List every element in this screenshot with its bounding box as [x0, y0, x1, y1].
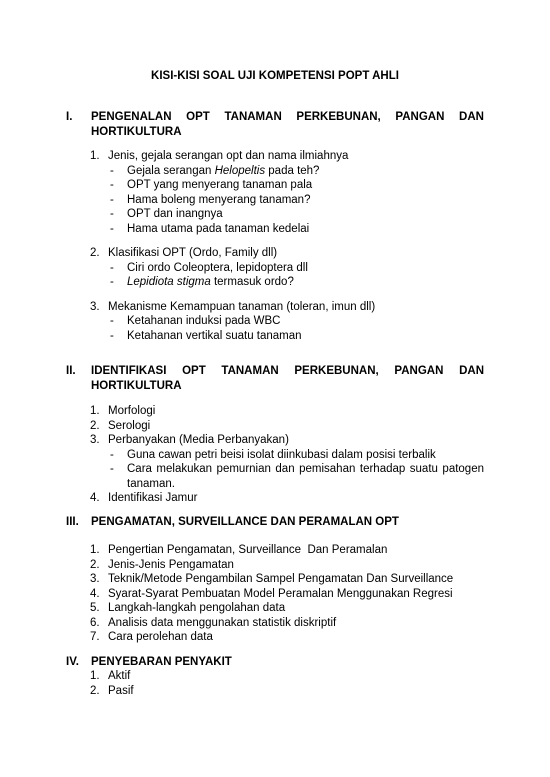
item-number: 3.	[90, 300, 100, 313]
section-title	[91, 110, 484, 139]
sub-item	[108, 275, 484, 290]
list-item	[90, 419, 484, 434]
sub-italic: Lepidiota stigma	[127, 276, 211, 288]
sub-item	[108, 314, 484, 329]
item-number: 1.	[90, 405, 100, 417]
dash: -	[110, 329, 114, 342]
item-text: Syarat-Syarat Pembuatan Model Peramalan Menggunakan Regresi	[108, 587, 453, 600]
sub-list	[108, 164, 484, 237]
list-item	[90, 246, 484, 290]
sub-text: Guna cawan petri beisi isolat diinkubasi dalam posisi terbalik	[127, 448, 436, 461]
section-title: PENGAMATAN, SURVEILLANCE DAN PERAMALAN OPT	[91, 516, 399, 528]
dash: -	[110, 315, 114, 327]
list-item	[90, 616, 484, 631]
section-number: IV.	[66, 656, 80, 668]
sub-text: Gejala serangan	[127, 164, 215, 177]
sub-item	[108, 193, 484, 208]
item-number: 2.	[90, 419, 100, 432]
dash: -	[110, 463, 114, 475]
item-number: 2.	[90, 684, 100, 697]
sub-item	[108, 462, 484, 491]
title-word: OPT	[186, 111, 210, 123]
list-item	[90, 558, 484, 573]
list-item	[90, 587, 484, 602]
section-number: III.	[66, 516, 79, 528]
dash: -	[110, 179, 114, 191]
sub-item	[108, 178, 484, 193]
dash: -	[110, 276, 114, 288]
dash: -	[110, 193, 114, 206]
section-1-list	[90, 149, 484, 343]
sub-text: Ketahanan induksi pada WBC	[127, 315, 281, 327]
section-title	[91, 364, 484, 393]
list-item	[90, 543, 484, 558]
sub-text: Hama utama pada tanaman kedelai	[127, 222, 310, 235]
sub-item	[108, 261, 484, 276]
item-text: Mekanisme Kemampuan tanaman (toleran, imun dll)	[108, 300, 376, 313]
item-text: Pengertian Pengamatan, Surveillance Dan Peramalan	[108, 544, 388, 556]
title-word: PENGENALAN	[91, 111, 172, 123]
list-item	[90, 433, 484, 491]
section-1-heading	[66, 110, 484, 139]
title-word: PERKEBUNAN,	[296, 111, 381, 123]
title-word: DAN	[459, 111, 484, 123]
item-text: Cara perolehan data	[108, 631, 213, 643]
title-word: TANAMAN	[224, 111, 282, 123]
sub-item	[108, 164, 484, 179]
list-item	[90, 684, 484, 699]
sub-text: Ketahanan vertikal suatu tanaman	[127, 329, 302, 342]
sub-text: OPT yang menyerang tanaman pala	[127, 179, 313, 191]
item-number: 7.	[90, 631, 100, 643]
item-text: Analisis data menggunakan statistik diskriptif	[108, 616, 337, 629]
section-4-list	[90, 669, 484, 698]
list-item	[90, 572, 484, 587]
item-number: 6.	[90, 616, 100, 629]
sub-item	[108, 329, 484, 344]
item-text: Klasifikasi OPT (Ordo, Family dll)	[108, 247, 278, 259]
item-text: Morfologi	[108, 405, 156, 417]
item-number: 1.	[90, 544, 100, 556]
item-number: 2.	[90, 247, 100, 259]
sub-text: Cara melakukan pemurnian dan pemisahan terhadap suatu patogen tanaman.	[127, 463, 484, 490]
sub-text: termasuk ordo?	[210, 276, 294, 288]
item-text: Jenis-Jenis Pengamatan	[108, 558, 234, 571]
section-3-heading	[66, 515, 484, 530]
list-item	[90, 669, 484, 684]
item-number: 3.	[90, 573, 100, 585]
list-item	[90, 404, 484, 419]
item-text: Pasif	[108, 684, 134, 697]
dash: -	[110, 222, 114, 235]
section-3-list	[90, 543, 484, 645]
item-number: 4.	[90, 587, 100, 600]
dash: -	[110, 261, 114, 274]
section-number: II.	[66, 365, 76, 377]
list-item	[90, 149, 484, 236]
section-title: PENYEBARAN PENYAKIT	[91, 656, 232, 668]
sub-italic: Helopeltis	[214, 164, 266, 177]
dash: -	[110, 164, 114, 177]
title-word: DAN	[459, 365, 484, 377]
list-item	[90, 601, 484, 616]
sub-item	[108, 207, 484, 222]
item-text: Identifikasi Jamur	[108, 492, 198, 504]
item-number: 1.	[90, 150, 100, 162]
sub-text: pada teh?	[265, 164, 320, 177]
page-title: KISI-KISI SOAL UJI KOMPETENSI POPT AHLI	[151, 70, 399, 82]
dash: -	[110, 448, 114, 461]
title-line-2: HORTIKULTURA	[91, 379, 182, 392]
item-text: Aktif	[108, 670, 131, 682]
list-item	[90, 300, 484, 344]
title-line-2: HORTIKULTURA	[91, 125, 182, 138]
dash: -	[110, 208, 114, 220]
item-number: 1.	[90, 670, 100, 682]
item-number: 3.	[90, 434, 100, 446]
sub-item	[108, 448, 484, 463]
list-item	[90, 630, 484, 645]
section-2-heading	[66, 364, 484, 393]
title-word: IDENTIFIKASI	[91, 365, 167, 377]
item-text: Perbanyakan (Media Perbanyakan)	[108, 434, 289, 446]
section-2-list	[90, 404, 484, 506]
title-word: OPT	[182, 365, 206, 377]
sub-item	[108, 222, 484, 237]
item-text: Teknik/Metode Pengambilan Sampel Pengamatan Dan Surveillance	[108, 573, 454, 585]
title-word: PANGAN	[395, 111, 445, 123]
section-number: I.	[66, 111, 73, 123]
item-text: Langkah-langkah pengolahan data	[108, 602, 286, 614]
title-word: PANGAN	[394, 365, 444, 377]
item-text: Jenis, gejala serangan opt dan nama ilmiahnya	[108, 150, 349, 162]
item-number: 2.	[90, 558, 100, 571]
sub-text: Hama boleng menyerang tanaman?	[127, 193, 311, 206]
sub-list	[108, 261, 484, 290]
title-word: TANAMAN	[221, 365, 279, 377]
item-number: 5.	[90, 602, 100, 614]
item-number: 4.	[90, 492, 100, 504]
list-item	[90, 491, 484, 506]
item-text: Serologi	[108, 419, 151, 432]
sub-list	[108, 448, 484, 492]
sub-text: OPT dan inangnya	[127, 208, 223, 220]
sub-text: Ciri ordo Coleoptera, lepidoptera dll	[127, 261, 308, 274]
section-4-heading	[66, 655, 484, 670]
title-word: PERKEBUNAN,	[294, 365, 379, 377]
sub-list	[108, 314, 484, 343]
